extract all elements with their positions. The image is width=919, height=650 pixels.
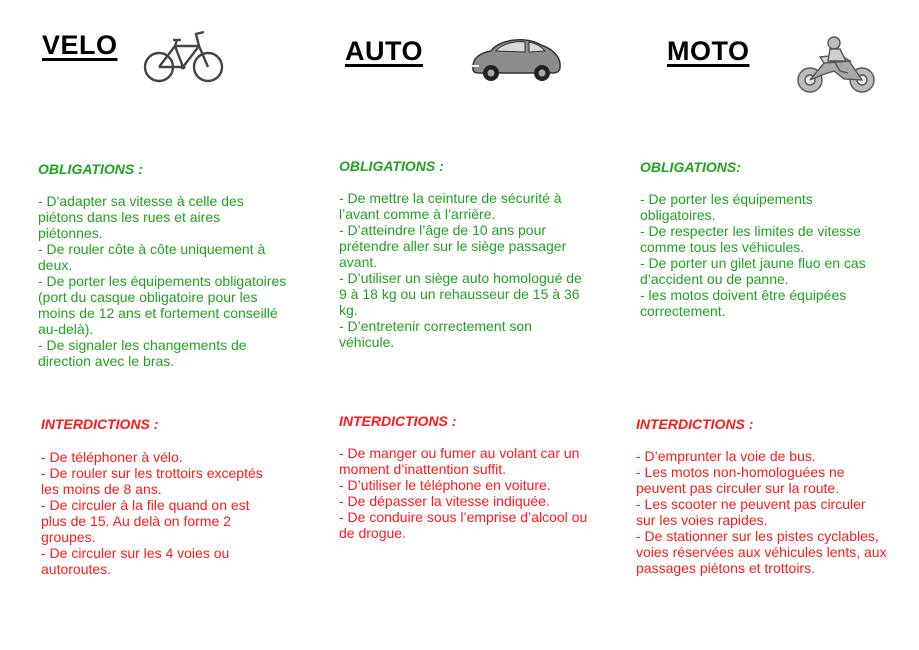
moto-obligations-heading: OBLIGATIONS: [640,159,741,175]
list-item: - De circuler sur les 4 voies ou autoroutes. [41,545,230,577]
bicycle-icon [142,26,226,91]
velo-interdictions-list [41,449,269,577]
moto-interdictions-list [636,448,888,576]
list-item: - De porter les équipements obligatoires (port du casque obligatoire pour les moins de 12 ans et fortement conseillé au-delà). [38,273,287,337]
velo-interdictions-heading: INTERDICTIONS : [41,416,159,432]
list-item: - De téléphoner à vélo. [41,449,183,465]
list-item: - De dépasser la vitesse indiquée. [339,493,550,509]
list-item: - D’utiliser un siège auto homologué de 9 à 18 kg ou un rehausseur de 15 à 36 kg. [339,270,582,318]
velo-obligations-list [38,193,288,369]
auto-title: AUTO [345,36,424,66]
list-item: - D'adapter sa vitesse à celle des piétons dans les rues et aires piétonnes. [38,193,244,241]
auto-interdictions-list [339,445,589,541]
motorcycle-icon [794,35,878,100]
list-item: - De signaler les changements de direction avec le bras. [38,337,247,369]
list-item: - D’entretenir correctement son véhicule. [339,318,532,350]
moto-obligations-list [640,191,890,319]
list-item: - De rouler sur les trottoirs exceptés les moins de 8 ans. [41,465,263,497]
list-item: - D’atteindre l’âge de 10 ans pour prétendre aller sur le siège passager avant. [339,222,567,270]
velo-title: VELO [42,30,118,60]
list-item: - Les motos non-homologuées ne peuvent pas circuler sur la route. [636,464,845,496]
list-item: - D’emprunter la voie de bus. [636,448,816,464]
list-item: - De circuler à la file quand on est plus de 15. Au delà on forme 2 groupes. [41,497,250,545]
velo-obligations-heading: OBLIGATIONS : [38,161,143,177]
moto-title: MOTO [667,36,750,66]
car-icon [469,33,564,88]
auto-obligations-heading: OBLIGATIONS : [339,158,444,174]
auto-obligations-list [339,190,589,350]
velo-column [0,0,287,650]
list-item: - D’utiliser le téléphone en voiture. [339,477,551,493]
list-item: - les motos doivent être équipées correctement. [640,287,847,319]
list-item: - De manger ou fumer au volant car un moment d’inattention suffit. [339,445,580,477]
list-item: - De rouler côte à côte uniquement à deux. [38,241,266,273]
list-item: - De porter un gilet jaune fluo en cas d’accident ou de panne. [640,255,866,287]
list-item: - De mettre la ceinture de sécurité à l’avant comme à l’arrière. [339,190,562,222]
list-item: - De respecter les limites de vitesse comme tous les véhicules. [640,223,861,255]
list-item: - De conduire sous l’emprise d’alcool ou de drogue. [339,509,588,541]
auto-interdictions-heading: INTERDICTIONS : [339,413,457,429]
auto-column [300,0,588,650]
list-item: - De porter les équipements obligatoires. [640,191,813,223]
moto-interdictions-heading: INTERDICTIONS : [636,416,754,432]
list-item: - Les scooter ne peuvent pas circuler sur les voies rapides. [636,496,866,528]
list-item: - De stationner sur les pistes cyclables, voies réservées aux véhicules lents, aux passages piétons et trottoirs. [636,528,887,576]
moto-column [600,0,919,650]
